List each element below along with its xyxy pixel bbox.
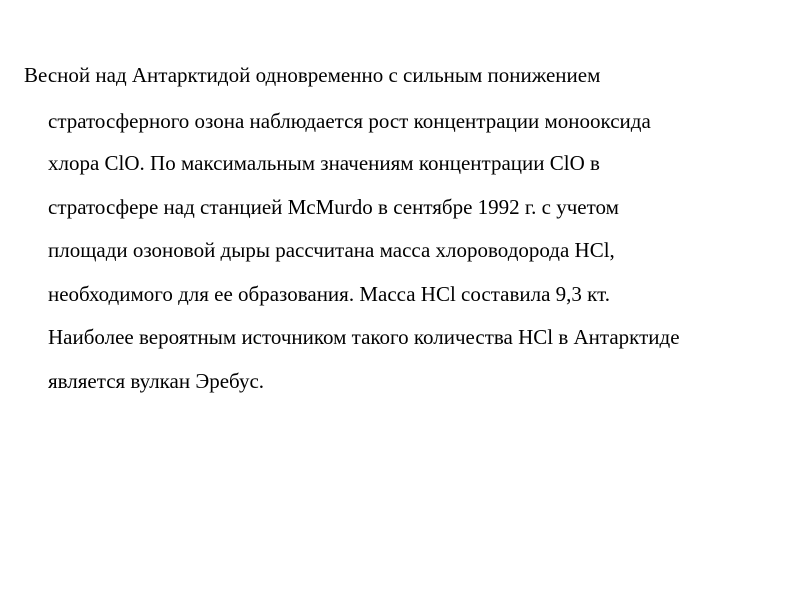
paragraph-line: площади озоновой дыры рассчитана масса хлороводорода HCl, (48, 238, 615, 262)
paragraph-line: является вулкан Эребус. (48, 369, 265, 393)
paragraph-line: стратосферного озона наблюдается рост концентрации монооксида (48, 109, 651, 133)
paragraph-line: Наиболее вероятным источником такого количества HCl в Антарктиде (48, 325, 680, 349)
paragraph-line: необходимого для ее образования. Масса HCl составила 9,3 кт. (48, 282, 610, 306)
paragraph-line: хлора ClO. По максимальным значениям концентрации ClO в (48, 151, 600, 175)
paragraph-line: Весной над Антарктидой одновременно с сильным понижением (24, 63, 601, 87)
paragraph-line: стратосфере над станцией McMurdo в сентябре 1992 г. с учетом (48, 195, 619, 219)
